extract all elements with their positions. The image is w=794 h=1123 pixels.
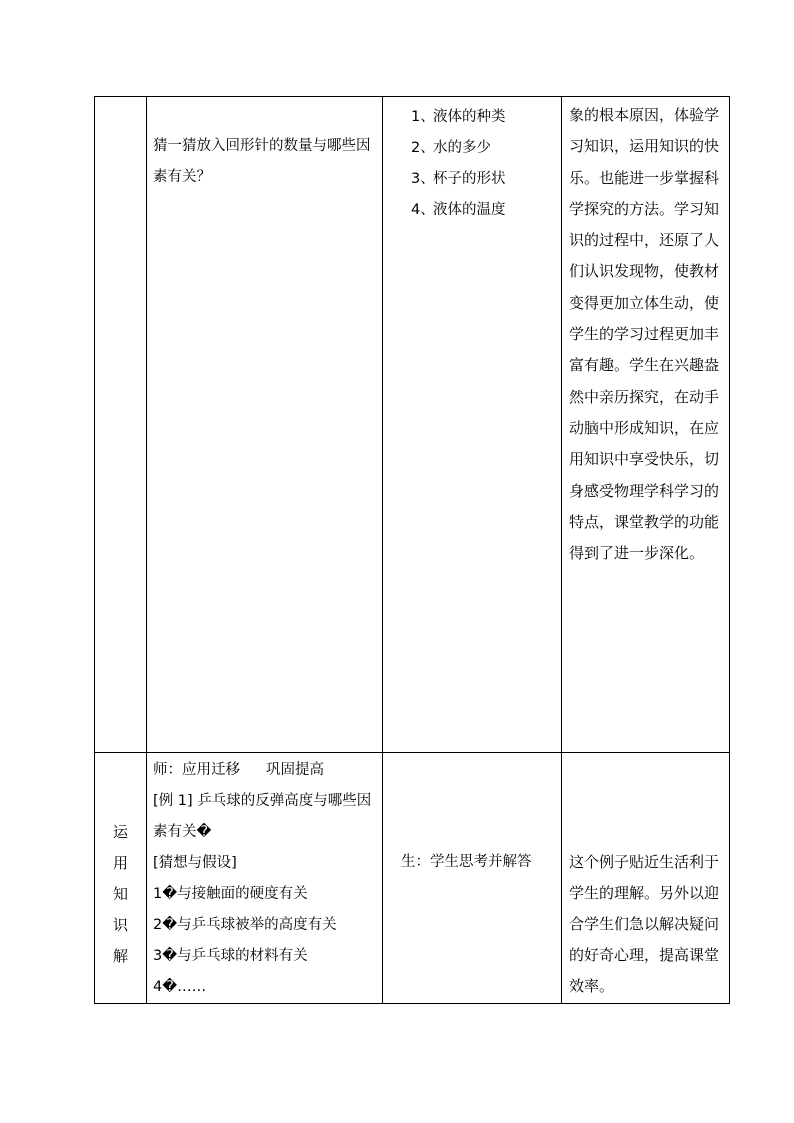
hypothesis-item: 4�…… <box>153 979 207 995</box>
factor-text: 液体的种类 <box>433 109 506 125</box>
teacher-activity-cell <box>147 753 383 1004</box>
hypothesis-item: 1�与接触面的硬度有关 <box>153 886 308 902</box>
stage-char: 用 <box>112 854 128 872</box>
factor-text: 液体的温度 <box>433 202 506 218</box>
example-title: [例 1] 乒乓球的反弹高度与哪些因素有关� <box>153 793 372 840</box>
student-activity-cell <box>383 753 562 1004</box>
stage-char: 识 <box>112 916 128 934</box>
list-item <box>411 133 561 164</box>
design-intent-text: 象的根本原因，体验学习知识，运用知识的快乐。也能进一步掌握科学探究的方法。学习知识的过程中，还原了人们认识发现物，使教材变得更加立体生动，使学生的学习过程更加丰富有趣。学生在兴趣盎然中亲历探究，在动手动脑中形成知识，在应用知识中享受快乐，切身感受物理学科学习的特点，课堂教学的功能得到了进一步深化。 <box>569 106 720 563</box>
list-item <box>411 195 561 226</box>
teacher-prefix: 师：应用迁移 <box>153 762 240 778</box>
factor-number: 2、 <box>411 140 435 156</box>
table-row <box>95 753 730 1004</box>
guess-heading: [猜想与假设] <box>153 855 237 871</box>
factor-text: 水的多少 <box>433 140 491 156</box>
teacher-line <box>153 755 378 786</box>
hypothesis-item: 2�与乒乓球被举的高度有关 <box>153 917 337 933</box>
teacher-suffix: 巩固提高 <box>266 762 324 778</box>
stage-char: 运 <box>112 823 128 841</box>
design-intent-text: 这个例子贴近生活利于学生的理解。另外以迎合学生们急以解决疑问的好奇心理，提高课堂效率。 <box>569 853 720 995</box>
list-item <box>411 164 561 195</box>
factor-number: 3、 <box>411 171 435 187</box>
example-block <box>147 753 382 1003</box>
stage-label <box>95 753 146 972</box>
guess-question: 猜一猜放入回形针的数量与哪些因素有关？ <box>153 138 371 185</box>
stage-char: 知 <box>112 885 128 903</box>
student-activity-text: 生：学生思考并解答 <box>401 854 532 870</box>
hypothesis-item: 3�与乒乓球的材料有关 <box>153 948 308 964</box>
factor-list <box>383 97 561 226</box>
list-item <box>411 102 561 133</box>
factor-number: 1、 <box>411 109 435 125</box>
stage-char: 解 <box>112 947 128 965</box>
factor-number: 4、 <box>411 202 435 218</box>
lesson-plan-table <box>94 96 730 1004</box>
stage-cell <box>95 753 147 1004</box>
student-activity-cell <box>383 97 562 753</box>
design-intent-cell <box>562 753 730 1004</box>
table-row <box>95 97 730 753</box>
design-intent-cell <box>562 97 730 753</box>
factor-text: 杯子的形状 <box>433 171 506 187</box>
teacher-activity-cell <box>147 97 383 753</box>
stage-cell <box>95 97 147 753</box>
